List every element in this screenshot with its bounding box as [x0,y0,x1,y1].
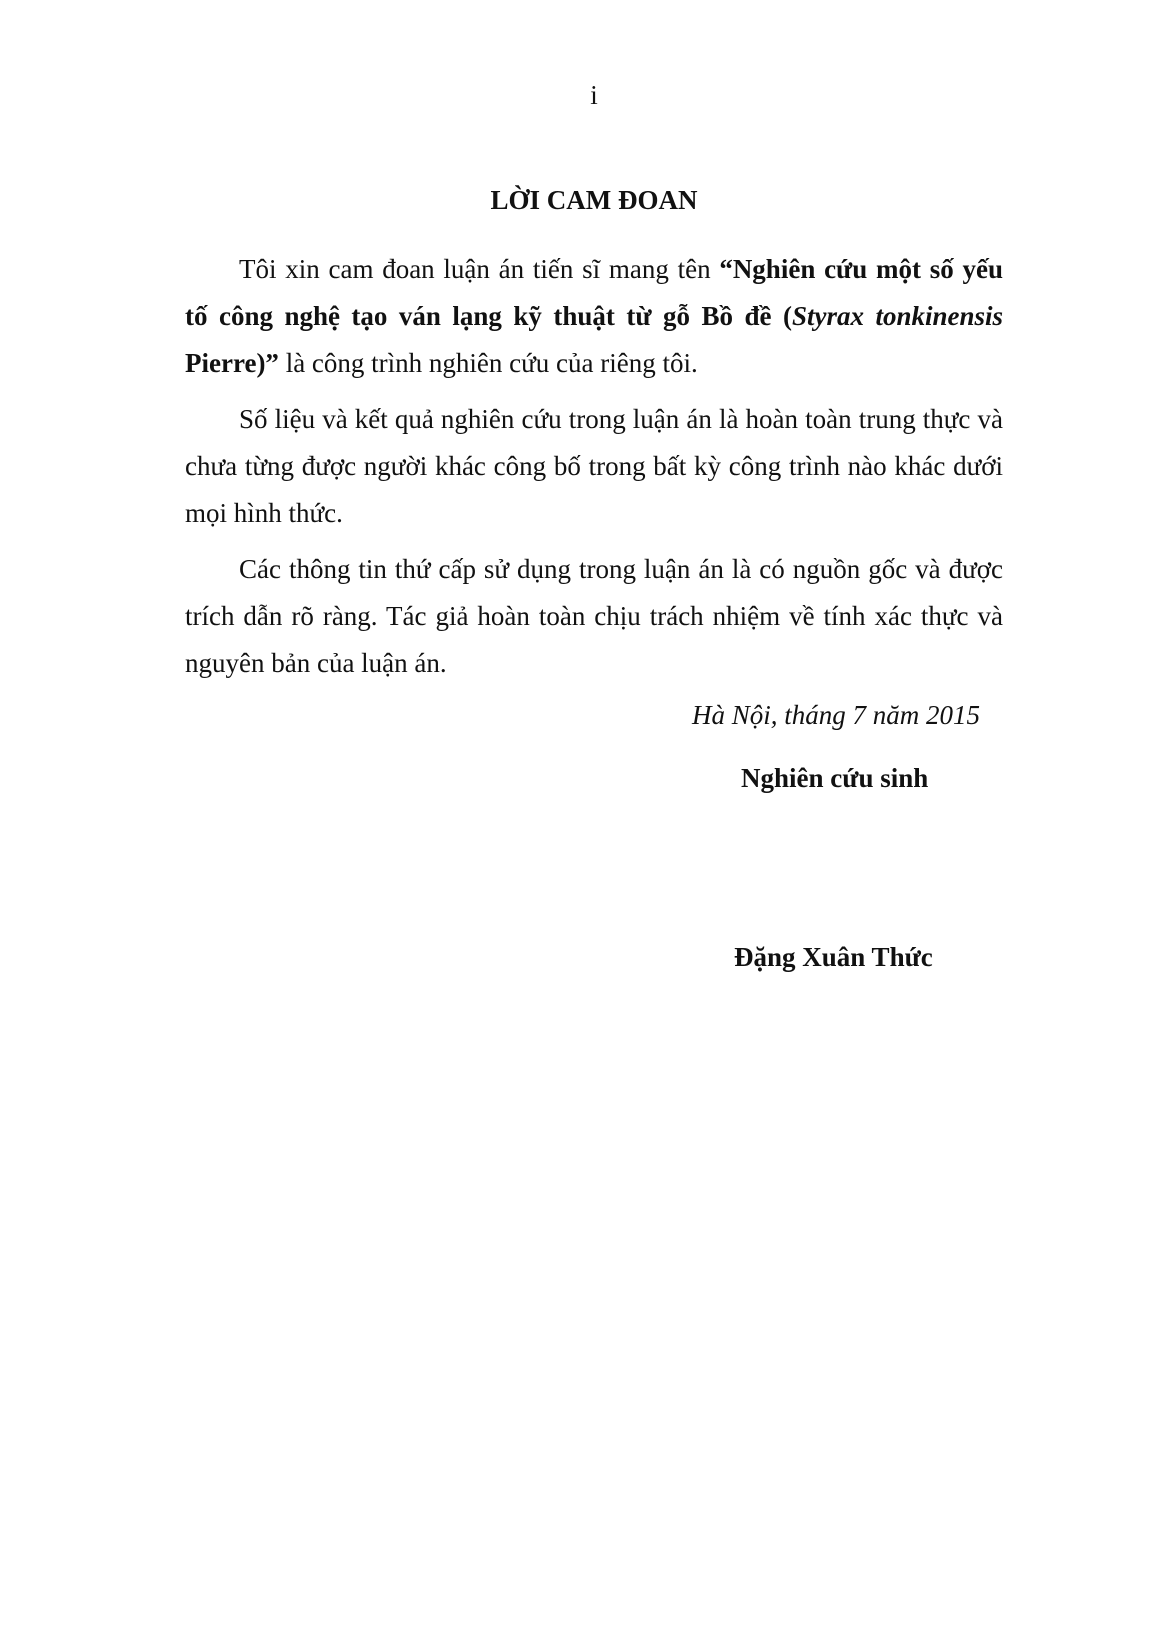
thesis-title-start: “Nghiên cứu một số yếu tố công nghệ tạo ván lạng kỹ thuật từ gỗ Bồ đề ( [185,254,1003,331]
paragraph1-rest: là công trình nghiên cứu của riêng tôi. [278,348,698,378]
signature-role: Nghiên cứu sinh [741,763,929,793]
species-name: Styrax tonkinensis [791,301,1004,331]
page-title: LỜI CAM ĐOAN [490,185,698,215]
signature-name: Đặng Xuân Thức [734,942,933,972]
paragraph1-intro: Tôi xin cam đoan luận án tiến sĩ mang tên [239,254,720,284]
paragraph-thesis-title [185,246,1003,387]
page-number: i [590,80,598,110]
declaration-body [185,246,1003,696]
signature-place-date: Hà Nội, tháng 7 năm 2015 [692,700,981,730]
thesis-title-end: Pierre)” [185,348,279,378]
paragraph-citation: Các thông tin thứ cấp sử dụng trong luận án là có nguồn gốc và được trích dẫn rõ ràng. Tác giả hoàn toàn chịu trách nhiệm về tính xác thực và nguyên bản của luận án. [185,554,1003,678]
paragraph-data-honesty: Số liệu và kết quả nghiên cứu trong luận án là hoàn toàn trung thực và chưa từng được người khác công bố trong bất kỳ công trình nào khác dưới mọi hình thức. [185,404,1003,528]
